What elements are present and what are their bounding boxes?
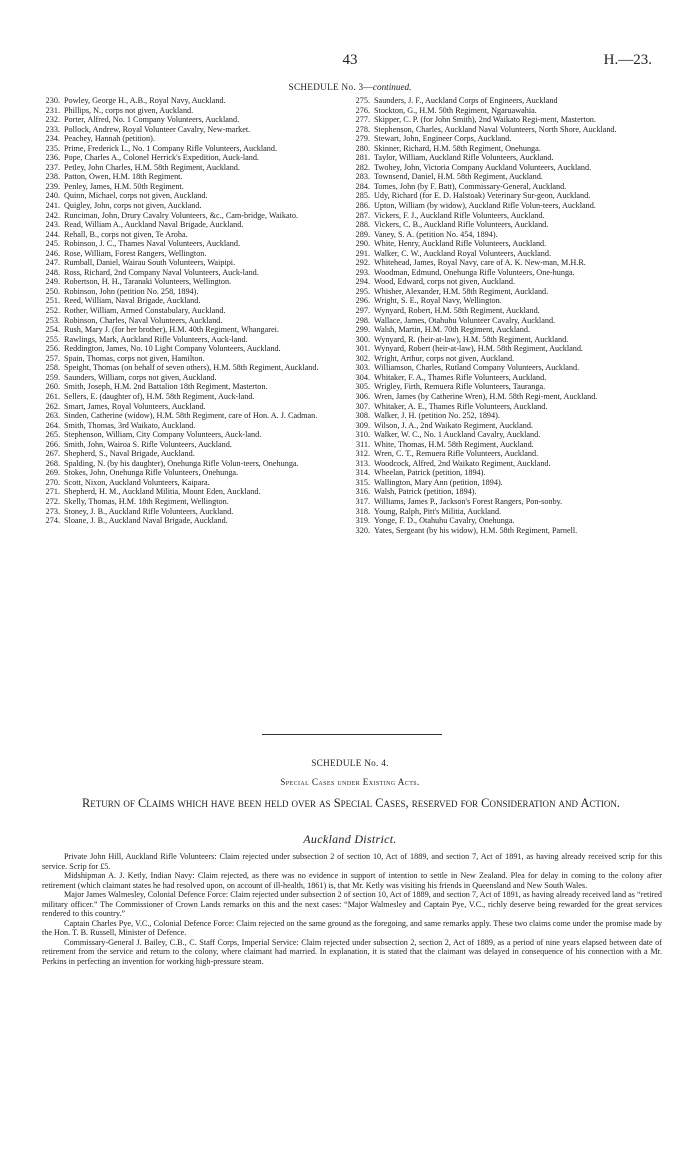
- entry-number: 241.: [45, 201, 60, 211]
- entry-text: Saunders, William, corps not given, Auckland.: [64, 372, 217, 382]
- entry-text: Pope, Charles A., Colonel Herrick's Expedition, Auck-land.: [64, 153, 259, 163]
- list-item: [352, 201, 662, 211]
- entry-number: 288.: [355, 220, 370, 230]
- list-item: [352, 363, 662, 373]
- entry-number: 298.: [355, 315, 370, 325]
- list-item: [352, 211, 662, 221]
- entry-text: Smith, Joseph, H.M. 2nd Battalion 18th Regiment, Masterton.: [64, 382, 268, 392]
- schedule-4-title: SCHEDULE No. 4.: [311, 758, 389, 768]
- entry-number: 264.: [45, 420, 60, 430]
- list-item: [42, 402, 342, 412]
- entry-text: Wallace, James, Otahuhu Volunteer Cavalry, Auckland.: [374, 315, 556, 325]
- entry-text: Wynyard, Robert, H.M. 58th Regiment, Auckland.: [374, 306, 540, 316]
- list-item: [352, 468, 662, 478]
- entry-number: 257.: [45, 353, 60, 363]
- entry-number: 277.: [355, 115, 370, 125]
- list-item: [352, 115, 662, 125]
- entry-text: Townsend, Daniel, H.M. 58th Regiment, Auckland.: [374, 172, 543, 182]
- entry-text: Williamson, Charles, Rutland Company Volunteers, Auckland.: [374, 363, 580, 373]
- district-heading: Auckland District.: [303, 832, 397, 846]
- paragraph: Captain Charles Pye, V.C., Colonial Defence Force: Claim rejected on the same ground as the foregoing, and same remarks apply. These two claims come under the promise made by the Hon. T. B. Russell, Minister of Defence.: [42, 918, 662, 938]
- entry-number: 236.: [45, 153, 60, 163]
- entry-number: 263.: [45, 411, 60, 421]
- entry-number: 274.: [45, 516, 60, 526]
- entry-text: Wood, Edward, corps not given, Auckland.: [374, 277, 516, 287]
- entry-text: Skelly, Thomas, H.M. 18th Regiment, Wellington.: [64, 496, 229, 506]
- entry-number: 272.: [45, 496, 60, 506]
- entry-text: Speight, Thomas (on behalf of seven others), H.M. 58th Regiment, Auckland.: [64, 363, 319, 373]
- entry-number: 249.: [45, 277, 60, 287]
- entry-text: Wheelan, Patrick (petition, 1894).: [374, 468, 486, 478]
- entry-number: 286.: [355, 201, 370, 211]
- paragraph: Major James Walmesley, Colonial Defence Force: Claim rejected under subsection 2 of section 10, Act of 1889, and section 7, Act of 1891, as having already received land as “retired military officer.” The Commissioner of Crown Lands remarks on this and the next cases: “Major Walmesley and Captain Pye, V.C., richly deserve being rewarded for the great services rendered to this country.”: [42, 890, 662, 919]
- entry-text: Wilson, J. A., 2nd Waikato Regiment, Auckland.: [374, 420, 533, 430]
- entry-text: Patton, Owen, H.M. 18th Regiment.: [64, 172, 183, 182]
- entry-number: 281.: [355, 153, 370, 163]
- entry-number: 262.: [45, 401, 60, 411]
- list-item: [352, 220, 662, 230]
- list-item: [42, 459, 342, 469]
- entry-number: 318.: [355, 506, 370, 516]
- entry-text: Robinson, John (petition No. 258, 1894).: [64, 286, 199, 296]
- list-item: [42, 125, 342, 135]
- entry-text: Rose, William, Forest Rangers, Wellington.: [64, 248, 207, 258]
- entry-number: 283.: [355, 172, 370, 182]
- entry-number: 291.: [355, 248, 370, 258]
- entry-number: 245.: [45, 239, 60, 249]
- entry-text: White, Thomas, H.M. 58th Regiment, Auckland.: [374, 439, 534, 449]
- list-item: [42, 335, 342, 345]
- entry-number: 306.: [355, 391, 370, 401]
- entry-text: Twohey, John, Victoria Company Auckland Volunteers, Auckland.: [374, 162, 592, 172]
- document-reference: H.—23.: [603, 52, 652, 68]
- list-item: [42, 392, 342, 402]
- list-item: [42, 258, 342, 268]
- paragraph: Commissary-General J. Bailey, C.B., C. Staff Corps, Imperial Service: Claim rejected under subsection 2, section 2, Act of 1889, as a period of nine years elapsed between date of retirement from the service and return to the colony, where claimant had married. In explanation, it is stated that the claimant was delayed in consequence of his connection with a Mr. Perkins in perfecting an invention for working high-pressure steam.: [42, 937, 662, 967]
- entry-number: 309.: [355, 420, 370, 430]
- list-item: [42, 182, 342, 192]
- list-item: [352, 344, 662, 354]
- entry-number: 246.: [45, 248, 60, 258]
- entry-text: Wren, C. T., Remuera Rifle Volunteers, Auckland.: [374, 449, 539, 459]
- list-item: [352, 325, 662, 335]
- entry-number: 305.: [355, 382, 370, 392]
- entry-text: Vickers, C. B., Auckland Rifle Volunteers, Auckland.: [374, 220, 549, 230]
- entry-text: Young, Ralph, Pitt's Militia, Auckland.: [374, 506, 502, 516]
- entry-number: 268.: [45, 458, 60, 468]
- list-item: [42, 191, 342, 201]
- list-item: [42, 316, 342, 326]
- list-item: [42, 239, 342, 249]
- list-item: [352, 478, 662, 488]
- entry-number: 296.: [355, 296, 370, 306]
- list-item: [42, 382, 342, 392]
- entry-number: 259.: [45, 372, 60, 382]
- entry-number: 307.: [355, 401, 370, 411]
- list-item: [352, 316, 662, 326]
- list-item: [352, 411, 662, 421]
- entry-number: 310.: [355, 430, 370, 440]
- entry-number: 251.: [45, 296, 60, 306]
- entry-text: Woodman, Edmund, Onehunga Rifle Volunteers, One-hunga.: [374, 267, 575, 277]
- entry-text: Smith, Thomas, 3rd Waikato, Auckland.: [64, 420, 196, 430]
- list-item: [352, 163, 662, 173]
- entry-number: 267.: [45, 449, 60, 459]
- list-item: [42, 163, 342, 173]
- list-item: [352, 507, 662, 517]
- entry-number: 313.: [355, 458, 370, 468]
- entry-text: Rush, Mary J. (for her brother), H.M. 40th Regiment, Whangarei.: [64, 325, 279, 335]
- entry-number: 311.: [355, 439, 370, 449]
- entry-text: Wrigley, Firth, Remuera Rifle Volunteers, Tauranga.: [374, 382, 546, 392]
- entry-number: 314.: [355, 468, 370, 478]
- entry-text: Walker, C. W., Auckland Royal Volunteers, Auckland.: [374, 248, 551, 258]
- entry-text: Stephenson, William, City Company Volunteers, Auck-land.: [64, 430, 262, 440]
- list-item: [42, 487, 342, 497]
- entry-number: 304.: [355, 372, 370, 382]
- entry-text: Shepherd, H. M., Auckland Militia, Mount Eden, Auckland.: [64, 487, 261, 497]
- entry-text: Tomes, John (by F. Batt), Commissary-General, Auckland.: [374, 181, 567, 191]
- schedule-4-subtitle: Special Cases under Existing Acts.: [280, 777, 420, 787]
- entry-number: 285.: [355, 191, 370, 201]
- entry-number: 242.: [45, 210, 60, 220]
- entry-text: Pollock, Andrew, Royal Volunteer Cavalry, New-market.: [64, 124, 251, 134]
- list-item: [42, 449, 342, 459]
- list-item: [42, 344, 342, 354]
- entry-text: Quigley, John, corps not given, Auckland.: [64, 201, 202, 211]
- entry-number: 316.: [355, 487, 370, 497]
- entry-text: Spalding, N. (by his daughter), Onehunga Rifle Volun-teers, Onehunga.: [64, 458, 299, 468]
- list-item: [352, 239, 662, 249]
- entry-text: Read, William A., Auckland Naval Brigade, Auckland.: [64, 220, 244, 230]
- entry-text: Quinn, Michael, corps not given, Auckland.: [64, 191, 208, 201]
- list-item: [42, 144, 342, 154]
- entry-number: 279.: [355, 134, 370, 144]
- entry-text: Wynyard, R. (heir-at-law), H.M. 58th Regiment, Auckland.: [374, 334, 569, 344]
- entry-number: 308.: [355, 411, 370, 421]
- entry-text: Williams, James P., Jackson's Forest Rangers, Pon-sonby.: [374, 496, 563, 506]
- schedule-3-title: SCHEDULE No. 3—: [288, 82, 373, 92]
- entry-text: Wright, S. E., Royal Navy, Wellington.: [374, 296, 502, 306]
- return-heading: Return of Claims which have been held over as Special Cases, reserved for Consideration and Action.: [82, 796, 620, 810]
- list-item: [42, 230, 342, 240]
- entry-text: Smith, John, Wairoa S. Rifle Volunteers, Auckland.: [64, 439, 232, 449]
- entry-number: 261.: [45, 391, 60, 401]
- entry-number: 303.: [355, 363, 370, 373]
- entry-number: 270.: [45, 477, 60, 487]
- list-item: [42, 468, 342, 478]
- entry-text: Woodcock, Alfred, 2nd Waikato Regiment, Auckland.: [374, 458, 551, 468]
- entry-text: Sloane, J. B., Auckland Naval Brigade, Auckland.: [64, 516, 228, 526]
- entry-number: 260.: [45, 382, 60, 392]
- entry-text: Vickers, F. J., Auckland Rifle Volunteers, Auckland.: [374, 210, 545, 220]
- list-item: [352, 182, 662, 192]
- entry-number: 256.: [45, 344, 60, 354]
- list-item: [42, 106, 342, 116]
- entry-text: Peachey, Hannah (petition).: [64, 134, 155, 144]
- entry-number: 302.: [355, 353, 370, 363]
- entry-number: 271.: [45, 487, 60, 497]
- list-item: [352, 382, 662, 392]
- section-divider: [262, 734, 442, 735]
- entry-number: 280.: [355, 143, 370, 153]
- entry-number: 230.: [45, 96, 60, 105]
- entry-text: Walsh, Patrick (petition, 1894).: [374, 487, 477, 497]
- entry-text: Skinner, Richard, H.M. 58th Regiment, Onehunga.: [374, 143, 541, 153]
- list-item: [42, 211, 342, 221]
- list-item: [42, 153, 342, 163]
- entry-text: Stephenson, Charles, Auckland Naval Volunteers, North Shore, Auckland.: [374, 124, 617, 134]
- list-item: [352, 268, 662, 278]
- list-item: [42, 96, 342, 106]
- entry-text: Saunders, J. F., Auckland Corps of Engineers, Auckland: [374, 96, 558, 105]
- list-item: [352, 421, 662, 431]
- entry-text: Whisher, Alexander, H.M. 58th Regiment, Auckland.: [374, 286, 549, 296]
- entry-number: 265.: [45, 430, 60, 440]
- entry-text: Walker, J. H. (petition No. 252, 1894).: [374, 411, 500, 421]
- schedule-3-heading: [0, 82, 700, 92]
- list-item: [352, 449, 662, 459]
- list-item: [352, 287, 662, 297]
- entry-text: Whitehead, James, Royal Navy, care of A. K. New-man, M.H.R.: [374, 258, 586, 268]
- entry-text: Sinden, Catherine (widow), H.M. 58th Regiment, care of Hon. A. J. Cadman.: [64, 411, 318, 421]
- list-item: [42, 478, 342, 488]
- list-item: [352, 258, 662, 268]
- entry-text: Rehall, B., corps not given, Te Aroha.: [64, 229, 188, 239]
- list-item: [42, 306, 342, 316]
- entry-number: 255.: [45, 334, 60, 344]
- list-item: [352, 487, 662, 497]
- list-item: [352, 392, 662, 402]
- entry-number: 232.: [45, 115, 60, 125]
- entry-text: Whitaker, A. E., Thames Rifle Volunteers, Auckland.: [374, 401, 548, 411]
- list-item: [42, 411, 342, 421]
- entry-number: 320.: [355, 525, 370, 535]
- entry-number: 247.: [45, 258, 60, 268]
- entry-text: Scott, Nixon, Auckland Volunteers, Kaipara.: [64, 477, 210, 487]
- entry-text: Reddington, James, No. 10 Light Company Volunteers, Auckland.: [64, 344, 281, 354]
- right-column-entries: [352, 96, 662, 535]
- list-item: [42, 325, 342, 335]
- paragraph: Midshipman A. J. Ketly, Indian Navy: Claim rejected, as there was no evidence in support of intention to settle in New Zealand. Plea for delay in coming to the colony after retirement (which claimant states he had resolved upon, on account of ill-health, 1861) is, that Mr. Ketly was visiting his friends in Queensland and New South Wales.: [42, 871, 662, 890]
- list-item: [42, 440, 342, 450]
- entry-text: Stokes, John, Onehunga Rifle Volunteers, Onehunga.: [64, 468, 239, 478]
- entry-number: 282.: [355, 162, 370, 172]
- list-item: [352, 172, 662, 182]
- entry-number: 266.: [45, 439, 60, 449]
- entry-number: 250.: [45, 286, 60, 296]
- special-cases-paragraphs: [42, 852, 662, 967]
- list-item: [352, 296, 662, 306]
- entry-text: Udy, Richard (for E. D. Halstoak) Veterinary Sur-geon, Auckland.: [374, 191, 591, 201]
- list-item: [352, 354, 662, 364]
- entry-text: Wren, James (by Catherine Wren), H.M. 58th Regi-ment, Auckland.: [374, 391, 598, 401]
- list-item: [42, 220, 342, 230]
- entry-number: 312.: [355, 449, 370, 459]
- entry-text: Taylor, William, Auckland Rifle Volunteers, Auckland.: [374, 153, 554, 163]
- entry-number: 275.: [355, 96, 370, 105]
- entry-text: Robertson, H. H., Taranaki Volunteers, Wellington.: [64, 277, 232, 287]
- entry-number: 240.: [45, 191, 60, 201]
- left-column-entries: [42, 96, 342, 526]
- list-item: [352, 191, 662, 201]
- entry-text: Yonge, F. D., Otahuhu Cavalry, Onehunga.: [374, 516, 515, 526]
- list-item: [42, 373, 342, 383]
- schedule-3-continued: continued.: [372, 82, 412, 92]
- list-item: [352, 497, 662, 507]
- entry-text: Shepherd, S., Naval Brigade, Auckland.: [64, 449, 195, 459]
- list-item: [352, 459, 662, 469]
- entry-number: 289.: [355, 229, 370, 239]
- entry-text: Stockton, G., H.M. 50th Regiment, Ngaruawahia.: [374, 105, 537, 115]
- list-item: [42, 421, 342, 431]
- list-item: [352, 144, 662, 154]
- entry-text: Porter, Alfred, No. 1 Company Volunteers, Auckland.: [64, 115, 240, 125]
- entry-text: Walsh, Martin, H.M. 70th Regiment, Auckland.: [374, 325, 531, 335]
- entry-text: Robinson, J. C., Thames Naval Volunteers, Auckland.: [64, 239, 241, 249]
- list-item: [352, 106, 662, 116]
- entry-number: 287.: [355, 210, 370, 220]
- list-item: [352, 96, 662, 106]
- entry-text: Rother, William, Armed Constabulary, Auckland.: [64, 306, 226, 316]
- entry-text: Stoney, J. B., Auckland Rifle Volunteers, Auckland.: [64, 506, 234, 516]
- list-item: [42, 172, 342, 182]
- list-item: [352, 277, 662, 287]
- entry-number: 248.: [45, 267, 60, 277]
- list-item: [352, 526, 662, 536]
- entry-text: Penley, James, H.M. 50th Regiment.: [64, 181, 184, 191]
- entry-text: Stewart, John, Engineer Corps, Auckland.: [374, 134, 512, 144]
- list-item: [352, 134, 662, 144]
- entry-text: Skipper, C. P. (for John Smith), 2nd Waikato Regi-ment, Masterton.: [374, 115, 596, 125]
- entry-number: 244.: [45, 229, 60, 239]
- list-item: [42, 516, 342, 526]
- entry-number: 317.: [355, 496, 370, 506]
- list-item: [352, 125, 662, 135]
- entry-number: 284.: [355, 181, 370, 191]
- list-item: [352, 230, 662, 240]
- list-item: [352, 249, 662, 259]
- list-item: [42, 287, 342, 297]
- entry-number: 299.: [355, 325, 370, 335]
- entry-number: 293.: [355, 267, 370, 277]
- entry-number: 315.: [355, 477, 370, 487]
- list-item: [42, 201, 342, 211]
- entry-text: Wallington, Mary Ann (petition, 1894).: [374, 477, 503, 487]
- list-item: [42, 497, 342, 507]
- list-item: [42, 134, 342, 144]
- entry-number: 258.: [45, 363, 60, 373]
- entry-text: Upton, William (by widow), Auckland Rifle Volun-teers, Auckland.: [374, 201, 596, 211]
- entry-text: Yates, Sergeant (by his widow), H.M. 58th Regiment, Parnell.: [374, 525, 578, 535]
- list-item: [352, 306, 662, 316]
- list-item: [352, 373, 662, 383]
- entry-number: 276.: [355, 105, 370, 115]
- entry-text: Sellers, E. (daughter of), H.M. 58th Regiment, Auck-land.: [64, 391, 255, 401]
- entry-number: 234.: [45, 134, 60, 144]
- entry-text: Vaney, S. A. (petition No. 454, 1894).: [374, 229, 498, 239]
- entry-number: 301.: [355, 344, 370, 354]
- entry-number: 235.: [45, 143, 60, 153]
- list-item: [42, 268, 342, 278]
- list-item: [352, 440, 662, 450]
- entry-text: Rumball, Daniel, Wairau South Volunteers, Waipipi.: [64, 258, 236, 268]
- list-item: [42, 354, 342, 364]
- list-item: [352, 402, 662, 412]
- entry-text: Prime, Frederick L., No. 1 Company Rifle Volunteers, Auckland.: [64, 143, 277, 153]
- entry-text: Smart, James, Royal Volunteers, Auckland.: [64, 401, 206, 411]
- entry-text: Robinson, Charles, Naval Volunteers, Auckland.: [64, 315, 223, 325]
- entry-number: 278.: [355, 124, 370, 134]
- list-item: [352, 430, 662, 440]
- list-item: [352, 153, 662, 163]
- list-item: [42, 277, 342, 287]
- entry-number: 292.: [355, 258, 370, 268]
- entry-number: 297.: [355, 306, 370, 316]
- entry-text: Petley, John Charles, H.M. 58th Regiment, Auckland.: [64, 162, 240, 172]
- list-item: [352, 516, 662, 526]
- entry-text: Runciman, John, Drury Cavalry Volunteers, &c., Cam-bridge, Waikato.: [64, 210, 299, 220]
- entry-text: Reed, William, Naval Brigade, Auckland.: [64, 296, 201, 306]
- list-item: [42, 296, 342, 306]
- entry-number: 231.: [45, 105, 60, 115]
- entry-text: Whitaker, F. A., Thames Rifle Volunteers, Auckland.: [374, 372, 547, 382]
- entry-number: 233.: [45, 124, 60, 134]
- entry-number: 319.: [355, 516, 370, 526]
- entry-text: Spain, Thomas, corps not given, Hamilton.: [64, 353, 205, 363]
- entry-number: 300.: [355, 334, 370, 344]
- entry-text: Phillips, N., corps not given, Auckland.: [64, 105, 194, 115]
- entry-text: Rawlings, Mark, Auckland Rifle Volunteers, Auck-land.: [64, 334, 248, 344]
- entry-text: White, Henry, Auckland Rifle Volunteers, Auckland.: [374, 239, 547, 249]
- list-item: [42, 430, 342, 440]
- entry-number: 269.: [45, 468, 60, 478]
- entry-number: 253.: [45, 315, 60, 325]
- list-item: [42, 115, 342, 125]
- entry-number: 254.: [45, 325, 60, 335]
- list-item: [42, 507, 342, 517]
- entry-text: Wright, Arthur, corps not given, Auckland.: [374, 353, 515, 363]
- list-item: [42, 249, 342, 259]
- entry-number: 252.: [45, 306, 60, 316]
- entry-number: 239.: [45, 181, 60, 191]
- entry-number: 243.: [45, 220, 60, 230]
- entry-text: Powley, George H., A.B., Royal Navy, Auckland.: [64, 96, 226, 105]
- entry-text: Walker, W. C., No. 1 Auckland Cavalry, Auckland.: [374, 430, 541, 440]
- entry-number: 237.: [45, 162, 60, 172]
- list-item: [42, 363, 342, 373]
- entry-text: Wynyard, Robert (heir-at-law), H.M. 58th Regiment, Auckland.: [374, 344, 583, 354]
- entry-number: 295.: [355, 286, 370, 296]
- entry-number: 273.: [45, 506, 60, 516]
- entry-text: Ross, Richard, 2nd Company Naval Volunteers, Auck-land.: [64, 267, 259, 277]
- entry-number: 294.: [355, 277, 370, 287]
- paragraph: Private John Hill, Auckland Rifle Volunteers: Claim rejected under subsection 2 of section 10, Act of 1889, and section 7, Act of 1891, as having already received scrip for this service. Scrip for £5.: [42, 852, 662, 871]
- page-number: 43: [342, 52, 358, 68]
- entry-number: 238.: [45, 172, 60, 182]
- entry-number: 290.: [355, 239, 370, 249]
- list-item: [352, 335, 662, 345]
